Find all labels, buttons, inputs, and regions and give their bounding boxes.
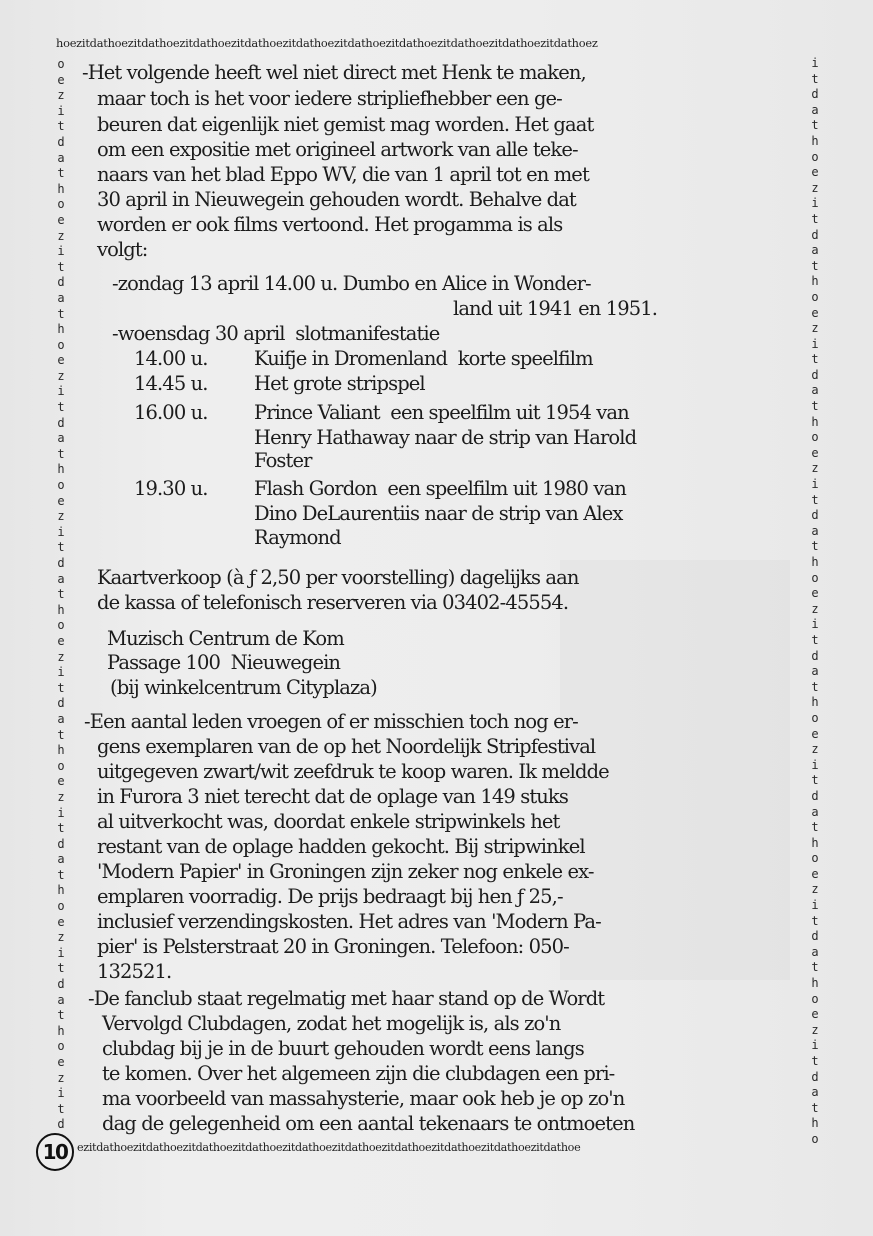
- border-letter: z: [811, 882, 819, 897]
- border-letter: d: [811, 87, 819, 102]
- border-letter: t: [57, 540, 65, 555]
- border-letter: z: [57, 368, 65, 383]
- border-letter: o: [811, 710, 819, 725]
- program-time: 19.30 u.: [134, 477, 208, 500]
- border-letter: d: [811, 929, 819, 944]
- border-letter: z: [811, 1022, 819, 1037]
- border-letter: a: [811, 523, 819, 538]
- border-letter: t: [811, 71, 819, 86]
- paragraph-line: inclusief verzendingskosten. Het adres van 'Modern Pa-: [97, 910, 601, 933]
- address-line: (bij winkelcentrum Cityplaza): [110, 676, 377, 699]
- paragraph-line: uitgegeven zwart/wit zeefdruk te koop waren. Ik meldde: [97, 760, 609, 783]
- border-letter: a: [57, 150, 65, 165]
- border-letter: h: [57, 322, 65, 337]
- program-day-sunday: -zondag 13 april 14.00 u. Dumbo en Alice in Wonder-: [112, 272, 591, 295]
- border-letter: d: [57, 275, 65, 290]
- border-letter: z: [811, 321, 819, 336]
- border-letter: i: [811, 336, 819, 351]
- border-letter: o: [811, 851, 819, 866]
- border-letter: a: [57, 431, 65, 446]
- border-letter: i: [811, 757, 819, 772]
- border-letter: d: [57, 556, 65, 570]
- border-letter: z: [811, 461, 819, 476]
- border-letter: t: [811, 773, 819, 788]
- border-letter: a: [57, 571, 65, 586]
- border-letter: t: [57, 821, 65, 836]
- paragraph-line: gens exemplaren van de op het Noordelijk Stripfestival: [97, 735, 596, 758]
- paragraph-line: worden er ook films vertoond. Het progamma is als: [97, 213, 563, 236]
- paragraph-line: naars van het blad Eppo WV, die van 1 april tot en met: [97, 163, 589, 186]
- border-letter: i: [57, 665, 65, 680]
- border-letter: e: [57, 914, 65, 929]
- border-letter: o: [811, 430, 819, 445]
- program-time: 16.00 u.: [134, 401, 208, 424]
- border-letter: t: [811, 632, 819, 647]
- border-letter: i: [811, 617, 819, 632]
- border-letter: t: [811, 399, 819, 414]
- address-line: Passage 100 Nieuwegein: [107, 651, 341, 674]
- border-letter: d: [811, 1069, 819, 1084]
- border-letter: e: [57, 353, 65, 368]
- border-letter: t: [57, 400, 65, 415]
- border-letter: d: [57, 836, 65, 851]
- paragraph-line: beuren dat eigenlijk niet gemist mag worden. Het gaat: [97, 113, 594, 136]
- border-letter: t: [811, 352, 819, 367]
- paragraph-line: -Een aantal leden vroegen of er misschien toch nog er-: [84, 710, 578, 733]
- border-letter: o: [57, 899, 65, 914]
- program-event: Prince Valiant een speelfilm uit 1954 van: [254, 401, 629, 424]
- border-text-top: hoezitdathoezitdathoezitdathoezitdathoezitdathoezitdathoezitdathoezitdathoezitdathoezitdathoez: [56, 36, 598, 50]
- paragraph-line: te komen. Over het algemeen zijn die clubdagen een pri-: [102, 1062, 615, 1085]
- border-letter: t: [811, 913, 819, 928]
- border-letter: a: [811, 944, 819, 959]
- border-letter: h: [811, 1116, 819, 1131]
- paragraph-line: al uitverkocht was, doordat enkele stripwinkels het: [97, 810, 560, 833]
- border-letter: e: [57, 1055, 65, 1069]
- border-letter: d: [811, 788, 819, 803]
- border-text-bottom: ezitdathoezitdathoezitdathoezitdathoezitdathoezitdathoezitdathoezitdathoezitdathoezitdathoe: [77, 1141, 581, 1154]
- program-event: Raymond: [254, 526, 341, 549]
- paragraph-line: 132521.: [97, 960, 172, 983]
- border-letter: t: [57, 961, 65, 976]
- program-event: Dino DeLaurentiis naar de strip van Alex: [254, 502, 623, 525]
- program-event: Foster: [254, 449, 312, 472]
- border-letter: d: [57, 415, 65, 430]
- border-letter: o: [57, 758, 65, 773]
- border-letter: h: [57, 462, 65, 477]
- border-letter: e: [811, 1007, 819, 1022]
- paragraph-line: Vervolgd Clubdagen, zodat het mogelijk is, als zo'n: [102, 1012, 561, 1035]
- border-letter: a: [811, 383, 819, 398]
- border-letter: e: [57, 493, 65, 508]
- border-letter: a: [57, 711, 65, 726]
- border-letter: t: [811, 118, 819, 133]
- border-letter: e: [811, 165, 819, 180]
- border-letter: i: [57, 244, 65, 259]
- border-letter: h: [811, 835, 819, 850]
- border-letter: z: [811, 180, 819, 195]
- border-letter: o: [57, 197, 65, 212]
- border-letter: i: [57, 384, 65, 399]
- paragraph-line: -De fanclub staat regelmatig met haar stand op de Wordt: [88, 987, 605, 1010]
- border-letter: a: [811, 243, 819, 258]
- border-letter: z: [57, 509, 65, 524]
- border-letter: d: [57, 977, 65, 992]
- program-event: Het grote stripspel: [254, 372, 425, 395]
- border-letter: t: [811, 960, 819, 975]
- border-letter: h: [811, 133, 819, 148]
- border-letter: d: [811, 367, 819, 382]
- border-letter: e: [811, 445, 819, 460]
- border-letter: h: [57, 883, 65, 898]
- border-letter: t: [57, 446, 65, 461]
- paragraph-line: pier' is Pelsterstraat 20 in Groningen. Telefoon: 050-: [97, 935, 569, 958]
- border-letter: e: [811, 866, 819, 881]
- border-letter: h: [57, 743, 65, 758]
- border-letter: e: [811, 586, 819, 601]
- paragraph-line: ma voorbeeld van massahysterie, maar ook heb je op zo'n: [102, 1087, 625, 1110]
- border-letter: a: [811, 102, 819, 117]
- program-day-sunday-cont: land uit 1941 en 1951.: [453, 297, 658, 320]
- border-letter: h: [811, 976, 819, 991]
- page-number-badge: 10: [36, 1133, 74, 1171]
- border-letter: z: [57, 649, 65, 664]
- border-letter: d: [811, 227, 819, 242]
- border-letter: a: [811, 804, 819, 819]
- border-letter: h: [811, 555, 819, 569]
- border-letter: t: [811, 1100, 819, 1115]
- border-letter: i: [57, 524, 65, 539]
- border-letter: a: [57, 992, 65, 1007]
- border-letter: o: [57, 57, 65, 71]
- border-letter: i: [811, 898, 819, 913]
- border-letter: a: [811, 1085, 819, 1100]
- border-letter: t: [57, 587, 65, 602]
- border-letter: z: [57, 930, 65, 945]
- border-letter: h: [57, 602, 65, 617]
- border-letter: o: [811, 570, 819, 585]
- border-letter: t: [57, 727, 65, 742]
- border-letter: t: [811, 539, 819, 554]
- border-letter: i: [811, 196, 819, 211]
- border-letter: e: [57, 72, 65, 87]
- border-letter: t: [57, 119, 65, 134]
- border-text-left: [54, 57, 68, 1133]
- border-letter: t: [57, 306, 65, 321]
- program-event: Flash Gordon een speelfilm uit 1980 van: [254, 477, 626, 500]
- border-letter: e: [57, 633, 65, 648]
- paragraph-line: -Het volgende heeft wel niet direct met Henk te maken,: [82, 61, 586, 84]
- border-letter: t: [811, 211, 819, 226]
- border-letter: d: [57, 696, 65, 711]
- border-letter: t: [57, 1008, 65, 1023]
- border-letter: d: [57, 134, 65, 149]
- border-letter: z: [57, 88, 65, 103]
- border-letter: z: [811, 601, 819, 616]
- ticket-info: de kassa of telefonisch reserveren via 03402-45554.: [97, 591, 569, 614]
- border-letter: d: [811, 648, 819, 663]
- program-time: 14.00 u.: [134, 347, 208, 370]
- program-day-wednesday: -woensdag 30 april slotmanifestatie: [112, 322, 440, 345]
- border-letter: o: [811, 1131, 819, 1146]
- border-letter: h: [811, 414, 819, 429]
- border-letter: a: [57, 290, 65, 305]
- program-event: Kuifje in Dromenland korte speelfilm: [254, 347, 593, 370]
- border-letter: z: [57, 789, 65, 804]
- paragraph-line: emplaren voorradig. De prijs bedraagt bij hen ƒ 25,-: [97, 885, 563, 908]
- border-letter: o: [57, 337, 65, 352]
- border-letter: e: [811, 726, 819, 741]
- ticket-info: Kaartverkoop (à ƒ 2,50 per voorstelling) dagelijks aan: [97, 566, 579, 589]
- border-letter: o: [811, 149, 819, 164]
- border-letter: t: [57, 1101, 65, 1116]
- border-letter: z: [57, 228, 65, 243]
- border-letter: i: [57, 1086, 65, 1101]
- paragraph-line: om een expositie met origineel artwork van alle teke-: [97, 138, 578, 161]
- address-line: Muzisch Centrum de Kom: [107, 627, 344, 650]
- paragraph-line: maar toch is het voor iedere stripliefhebber een ge-: [97, 87, 562, 110]
- paragraph-line: clubdag bij je in de buurt gehouden wordt eens langs: [102, 1037, 584, 1060]
- border-letter: t: [811, 492, 819, 507]
- border-letter: i: [57, 945, 65, 960]
- border-letter: t: [811, 679, 819, 694]
- border-letter: a: [57, 852, 65, 867]
- border-letter: e: [57, 212, 65, 227]
- border-letter: o: [57, 618, 65, 633]
- border-letter: d: [57, 1117, 65, 1132]
- border-letter: t: [57, 259, 65, 274]
- border-letter: i: [811, 1038, 819, 1053]
- border-letter: t: [811, 1054, 819, 1068]
- border-letter: t: [57, 166, 65, 181]
- paragraph-line: 30 april in Nieuwegein gehouden wordt. Behalve dat: [97, 188, 576, 211]
- border-letter: o: [811, 991, 819, 1006]
- border-letter: o: [57, 1039, 65, 1054]
- border-letter: z: [57, 1070, 65, 1085]
- border-letter: h: [811, 274, 819, 289]
- border-letter: z: [811, 742, 819, 757]
- border-letter: h: [811, 695, 819, 710]
- border-letter: i: [811, 477, 819, 492]
- paragraph-line: in Furora 3 niet terecht dat de oplage van 149 stuks: [97, 785, 568, 808]
- border-letter: a: [811, 664, 819, 679]
- paragraph-line: restant van de oplage hadden gekocht. Bij stripwinkel: [97, 835, 585, 858]
- paragraph-line: dag de gelegenheid om een aantal tekenaars te ontmoeten: [102, 1112, 635, 1135]
- border-letter: i: [57, 805, 65, 820]
- border-letter: i: [57, 103, 65, 118]
- border-text-right: [808, 56, 822, 1148]
- border-letter: t: [57, 680, 65, 695]
- border-letter: d: [811, 508, 819, 523]
- border-letter: t: [811, 820, 819, 835]
- border-letter: e: [57, 774, 65, 789]
- paragraph-line: volgt:: [97, 238, 148, 261]
- border-letter: i: [811, 56, 819, 70]
- paragraph-line: 'Modern Papier' in Groningen zijn zeker nog enkele ex-: [97, 860, 594, 883]
- border-letter: h: [57, 1023, 65, 1038]
- border-letter: h: [57, 181, 65, 196]
- border-letter: o: [811, 289, 819, 304]
- program-event: Henry Hathaway naar de strip van Harold: [254, 426, 637, 449]
- program-time: 14.45 u.: [134, 372, 208, 395]
- border-letter: t: [811, 258, 819, 273]
- border-letter: o: [57, 478, 65, 493]
- border-letter: e: [811, 305, 819, 320]
- border-letter: t: [57, 867, 65, 882]
